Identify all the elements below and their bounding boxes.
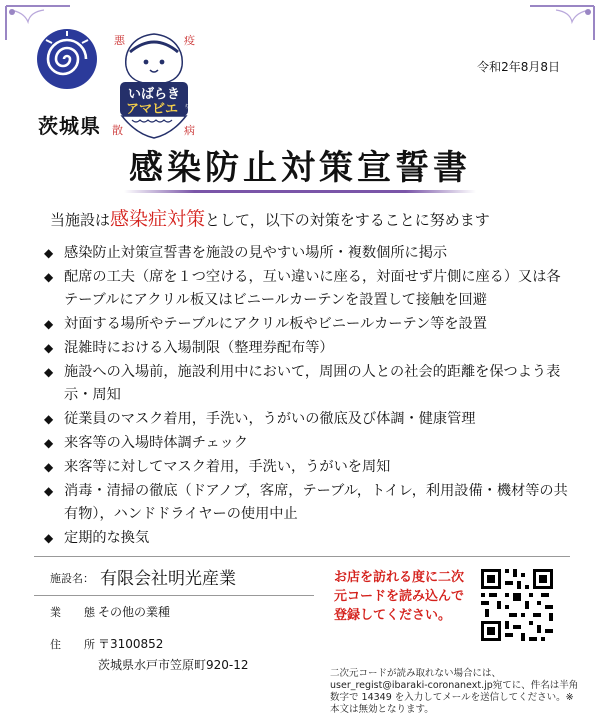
diamond-bullet-icon: ◆ xyxy=(44,412,54,426)
list-item-text: 配席の工夫（席を１つ空ける，互い違いに座る，対面せず片側に座る）又は各テーブルにアクリル板又はビニールカーテンを設置して接触を回避 xyxy=(64,269,561,308)
postal-code: 〒3100852 xyxy=(98,637,164,651)
industry-value: その他の業種 xyxy=(98,605,171,619)
title-underline xyxy=(124,190,476,193)
facility-name: 有限会社明光産業 xyxy=(100,569,236,589)
intro-sentence xyxy=(50,204,490,231)
amabie-top-left-char: 悪 xyxy=(114,34,125,47)
intro-highlight: 感染症対策 xyxy=(110,208,206,230)
list-item-text: 来客等の入場時体調チェック xyxy=(64,435,249,451)
industry-label: 業 態： xyxy=(50,606,118,619)
list-item xyxy=(44,337,574,360)
diamond-bullet-icon: ◆ xyxy=(44,317,54,331)
qr-instruction: お店を訪れる度に二次元コードを読み込んで登録してください。 xyxy=(334,570,465,623)
list-item xyxy=(44,242,574,265)
list-item xyxy=(44,432,574,455)
amabie-line-2: アマビエ xyxy=(125,102,179,117)
measures-list xyxy=(44,242,574,551)
list-item xyxy=(44,527,574,550)
prefecture-logo-icon xyxy=(36,28,98,90)
diamond-bullet-icon: ◆ xyxy=(44,484,54,498)
list-item-text: 混雑時における入場制限（整理券配布等） xyxy=(64,340,334,356)
amabie-line-1: いばらき xyxy=(127,87,181,102)
list-item-text: 定期的な換気 xyxy=(64,530,150,546)
list-item xyxy=(44,480,574,526)
address-line: 茨城県水戸市笠原町920-12 xyxy=(98,658,249,672)
amabie-logo-icon xyxy=(106,30,202,140)
list-item-text: 来客等に対してマスク着用，手洗い，うがいを周知 xyxy=(64,459,391,475)
facility-name-label: 施設名： xyxy=(50,572,94,585)
list-item-text: 従業員のマスク着用，手洗い，うがいの徹底及び体調・健康管理 xyxy=(64,411,476,427)
list-item xyxy=(44,361,574,407)
qr-fallback-note: 二次元コードが読み取れない場合には、user_regist@ibaraki-coronanext.jp宛てに、件名は半角数字で 14349 を入力してメールを送信してください。※本文は無効となります。 xyxy=(330,668,579,715)
list-item xyxy=(44,456,574,479)
amabie-bottom-left-char: 散 xyxy=(112,124,123,137)
intro-suffix: として，以下の対策をすることに努めます xyxy=(205,211,490,229)
qr-code-icon[interactable] xyxy=(478,566,556,644)
list-item xyxy=(44,313,574,336)
list-item-text: 施設への入場前，施設利用中において，周囲の人との社会的距離を保つよう表示・周知 xyxy=(64,364,561,403)
prefecture-name: 茨城県 xyxy=(38,114,101,138)
page-title: 感染防止対策宣誓書 xyxy=(129,148,471,188)
amabie-top-right-char: 疫 xyxy=(184,34,195,47)
list-item xyxy=(44,266,574,312)
diamond-bullet-icon: ◆ xyxy=(44,460,54,474)
facility-name-underline xyxy=(34,595,314,596)
diamond-bullet-icon: ◆ xyxy=(44,436,54,450)
diamond-bullet-icon: ◆ xyxy=(44,246,54,260)
diamond-bullet-icon: ◆ xyxy=(44,531,54,545)
diamond-bullet-icon: ◆ xyxy=(44,270,54,284)
list-item xyxy=(44,408,574,431)
list-item-text: 感染防止対策宣誓書を施設の見やすい場所・複数個所に掲示 xyxy=(64,245,448,261)
diamond-bullet-icon: ◆ xyxy=(44,365,54,379)
corner-ornament-right xyxy=(526,4,596,44)
amabie-side-text: ちゃん xyxy=(184,104,200,110)
issue-date: 令和2年8月8日 xyxy=(477,60,560,74)
diamond-bullet-icon: ◆ xyxy=(44,341,54,355)
section-divider xyxy=(34,556,570,557)
amabie-bottom-right-char: 病 xyxy=(184,124,195,137)
intro-prefix: 当施設は xyxy=(50,211,111,229)
list-item-text: 消毒・清掃の徹底（ドアノブ，客席，テーブル，トイレ，利用設備・機材等の共有物），ハンドドライヤーの使用中止 xyxy=(64,483,568,522)
address-label: 住 所： xyxy=(50,638,118,651)
list-item-text: 対面する場所やテーブルにアクリル板やビニールカーテン等を設置 xyxy=(64,316,487,332)
